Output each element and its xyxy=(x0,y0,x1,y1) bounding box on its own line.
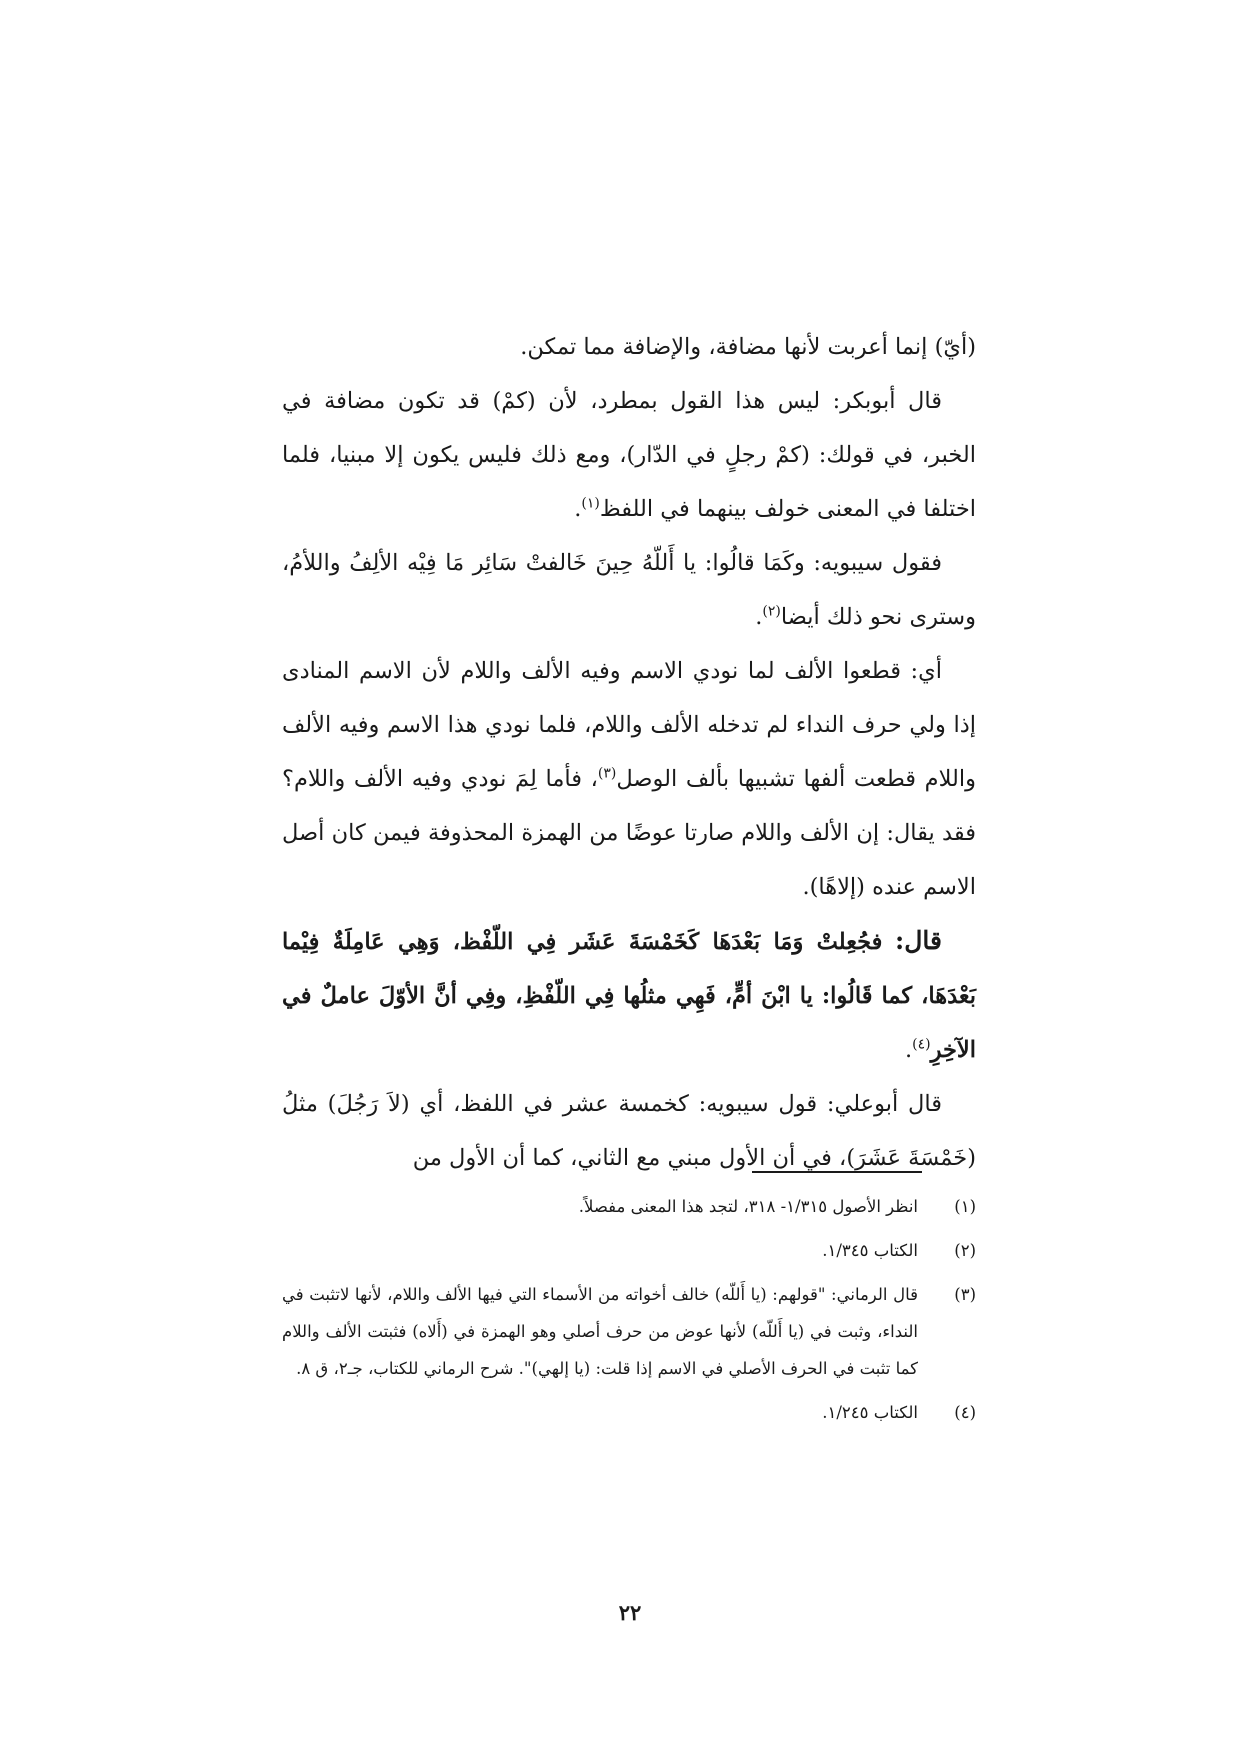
paragraph-5 xyxy=(282,914,976,1077)
footnote-number: (٣) xyxy=(954,1285,976,1304)
footnote-number: (٢) xyxy=(954,1241,976,1260)
footnote-number: (٤) xyxy=(954,1403,976,1422)
footnote-number: (١) xyxy=(954,1197,976,1216)
paragraph-4-text-a: أي: قطعوا الألف لما نودي الاسم وفيه الألف واللام لأن الاسم المنادى إذا ولي حرف النداء لم تدخله الألف واللام، فلما نودي هذا الاسم وفيه الألف واللام قطعت ألفها تشبيها بألف الوصل xyxy=(282,658,976,792)
paragraph-5-text: فجُعِلتْ وَمَا بَعْدَهَا كَخَمْسَةَ عَشَر فِي اللّفْظ، وَهِي عَامِلَةٌ فِيْما بَعْدَهَا، كما قَالُوا: يا ابْنَ أمٍّ، فَهِي مثلُها فِي اللّفْظِ، وفِي أنَّ الأوّلَ عاملٌ في الآخِرِ xyxy=(282,929,976,1063)
paragraph-4-text-b: ، فأما لِمَ نودي وفيه الألف واللام؟ فقد يقال: إن الألف واللام صارتا عوضًا من الهمزة المحذوفة فيمن كان أصل الاسم عنده (إلاهًا). xyxy=(282,766,976,900)
footnote-ref-3: (٣) xyxy=(597,765,617,782)
paragraph-3 xyxy=(282,536,976,644)
paragraph-2-end: . xyxy=(574,496,582,522)
footnote-text: الكتاب ١/٣٤٥. xyxy=(822,1241,918,1260)
footnote-ref-1: (١) xyxy=(581,495,600,512)
paragraph-1-text: (أيّ) إنما أعربت لأنها مضافة، والإضافة مما تمكن. xyxy=(520,334,976,360)
footnote-4 xyxy=(282,1394,976,1431)
paragraph-6 xyxy=(282,1077,976,1185)
footnote-separator xyxy=(752,1171,922,1173)
footnote-ref-4: (٤) xyxy=(912,1036,931,1053)
paragraph-5-end: . xyxy=(904,1037,913,1063)
paragraph-2-text: قال أبوبكر: ليس هذا القول بمطرد، لأن (كمْ) قد تكون مضافة في الخبر، في قولك: (كمْ رجلٍ في الدّار)، ومع ذلك فليس يكون إلا مبنيا، فلما اختلفا في المعنى خولف بينهما في اللفظ xyxy=(282,388,976,522)
footnote-1 xyxy=(282,1188,976,1225)
paragraph-6-text: قال أبوعلي: قول سيبويه: كخمسة عشر في اللفظ، أي (لاَ رَجُلَ) مثلُ (خَمْسَةَ عَشَرَ)، في أن الأول مبني مع الثاني، كما أن الأول من xyxy=(282,1091,976,1171)
page-number: ٢٢ xyxy=(618,1600,642,1625)
paragraph-3-text: فقول سيبويه: وكَمَا قالُوا: يا أَللّهُ حِينَ خَالفتْ سَائِر مَا فِيْه الألِفُ واللأمُ، وسترى نحو ذلك أيضا xyxy=(282,550,976,630)
main-text-body xyxy=(282,320,976,1185)
paragraph-2 xyxy=(282,374,976,536)
paragraph-3-end: . xyxy=(755,604,763,630)
qal-label: قال: xyxy=(895,926,942,955)
paragraph-4 xyxy=(282,644,976,914)
footnote-text: انظر الأصول ١/٣١٥- ٣١٨، لتجد هذا المعنى مفصلاً. xyxy=(578,1197,918,1216)
paragraph-1 xyxy=(282,320,976,374)
footnote-2 xyxy=(282,1232,976,1269)
footnote-text: قال الرماني: "قولهم: (يا أَللّه) خالف أخواته من الأسماء التي فيها الألف واللام، لأنها لاتثبت في النداء، وثبت في (يا أَللّه) لأنها عوض من حرف أصلي وهو الهمزة في (أَلاه) فثبتت الألف واللام كما تثبت في الحرف الأصلي في الاسم إذا قلت: (يا إلهي)". شرح الرماني للكتاب، جـ٢، ق ٨. xyxy=(282,1285,918,1378)
footnotes xyxy=(282,1188,976,1438)
footnote-3 xyxy=(282,1276,976,1387)
footnote-ref-2: (٢) xyxy=(762,603,781,620)
footnote-text: الكتاب ١/٢٤٥. xyxy=(822,1403,918,1422)
